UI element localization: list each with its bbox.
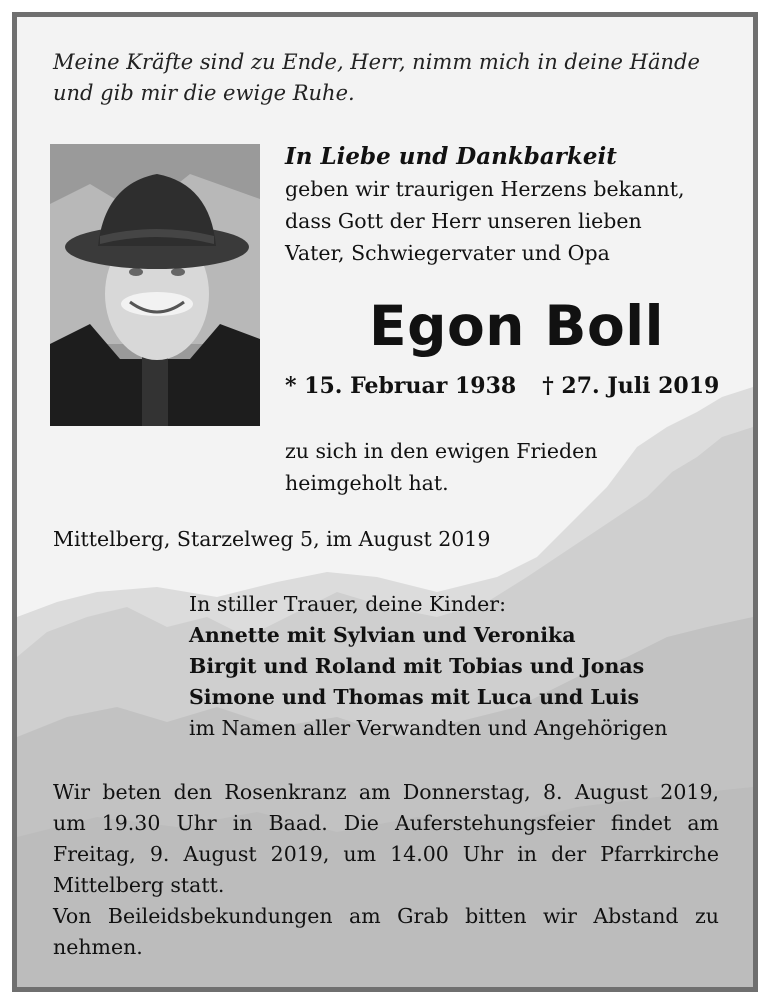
mourners-footer: im Namen aller Verwandten und Angehörigen bbox=[189, 716, 668, 740]
family-line-1: Annette mit Sylvian und Veronika bbox=[189, 623, 576, 647]
announcement-intro bbox=[285, 141, 684, 269]
notice-line-1: Wir beten den Rosenkranz am Donnerstag, 8. August 2019, bbox=[53, 780, 719, 804]
service-notice bbox=[53, 777, 719, 963]
notice-line-5: Von Beileidsbekundungen am Grab bitten wir Abstand zu bbox=[53, 904, 719, 928]
family-line-3: Simone und Thomas mit Luca und Luis bbox=[189, 685, 640, 709]
birth-date: * 15. Februar 1938 bbox=[285, 373, 517, 399]
family-line-2: Birgit und Roland mit Tobias und Jonas bbox=[189, 654, 645, 678]
obituary-card bbox=[12, 12, 758, 992]
homecoming-line-2: heimgeholt hat. bbox=[285, 471, 449, 495]
mourners-block bbox=[189, 589, 667, 744]
notice-line-6: nehmen. bbox=[53, 935, 143, 959]
homecoming-line-1: zu sich in den ewigen Frieden bbox=[285, 439, 598, 463]
death-date: † 27. Juli 2019 bbox=[542, 373, 720, 399]
life-dates bbox=[285, 373, 719, 399]
homecoming-text bbox=[285, 435, 597, 499]
notice-line-2: um 19.30 Uhr in Baad. Die Auferstehungsfeier findet am bbox=[53, 811, 719, 835]
deceased-name: Egon Boll bbox=[369, 294, 664, 358]
bible-quote bbox=[53, 47, 700, 109]
intro-line-3: Vater, Schwiegervater und Opa bbox=[285, 241, 610, 265]
mourners-heading: In stiller Trauer, deine Kinder: bbox=[189, 592, 506, 616]
notice-line-4: Mittelberg statt. bbox=[53, 873, 225, 897]
intro-line-2: dass Gott der Herr unseren lieben bbox=[285, 209, 642, 233]
notice-line-3: Freitag, 9. August 2019, um 14.00 Uhr in der Pfarrkirche bbox=[53, 842, 719, 866]
portrait-illustration bbox=[50, 144, 260, 426]
quote-line-2: und gib mir die ewige Ruhe. bbox=[53, 81, 355, 105]
portrait-photo bbox=[50, 144, 260, 426]
intro-title: In Liebe und Dankbarkeit bbox=[285, 143, 617, 170]
intro-line-1: geben wir traurigen Herzens bekannt, bbox=[285, 177, 685, 201]
quote-line-1: Meine Kräfte sind zu Ende, Herr, nimm mich in deine Hände bbox=[53, 50, 700, 74]
place-and-date: Mittelberg, Starzelweg 5, im August 2019 bbox=[53, 527, 491, 551]
